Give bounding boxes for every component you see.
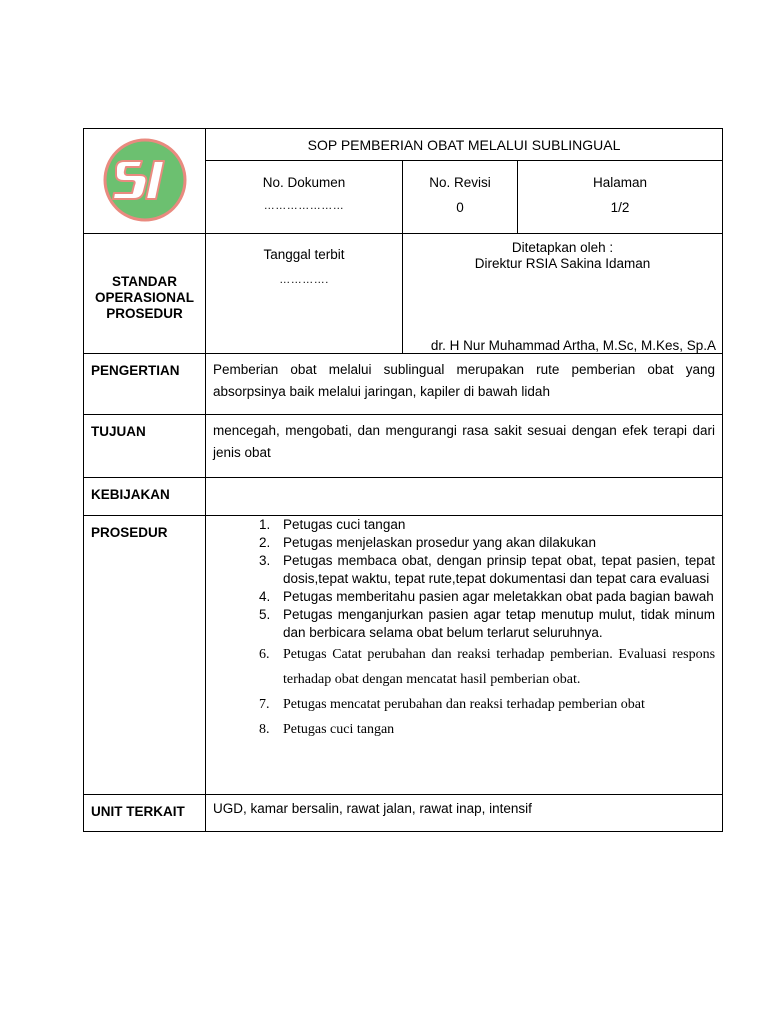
halaman-value: 1/2 <box>610 200 630 215</box>
no-revisi-value: 0 <box>456 200 464 215</box>
ditetapkan-cell <box>403 234 723 354</box>
pengertian-text: Pemberian obat melalui sublingual merupakan rute pemberian obat yang absorpsinya baik melalui jaringan, kapiler di bawah lidah <box>206 354 723 415</box>
unit-terkait-text: UGD, kamar bersalin, rawat jalan, rawat inap, intensif <box>206 795 723 832</box>
standar-line-2: OPERASIONAL <box>94 289 194 305</box>
prosedur-step <box>259 516 715 534</box>
prosedur-step-text: Petugas memberitahu pasien agar meletakkan obat pada bagian bawah <box>283 589 714 604</box>
prosedur-step-number: 1. <box>259 517 271 532</box>
tujuan-label: TUJUAN <box>84 415 206 478</box>
standar-operasional-prosedur <box>84 234 206 354</box>
prosedur-step-number: 3. <box>259 553 271 568</box>
no-dokumen-cell <box>206 161 403 234</box>
prosedur-step-text: Petugas menganjurkan pasien agar tetap menutup mulut, tidak minum dan berbicara selama obat belum terlarut seluruhnya. <box>283 607 716 640</box>
prosedur-step-number: 2. <box>259 535 271 550</box>
sop-document-table <box>83 128 723 832</box>
prosedur-label: PROSEDUR <box>84 516 206 795</box>
ditetapkan-label: Ditetapkan oleh : <box>511 240 614 255</box>
no-revisi-cell <box>403 161 518 234</box>
prosedur-steps-cell <box>206 516 723 795</box>
tujuan-text: mencegah, mengobati, dan mengurangi rasa sakit sesuai dengan efek terapi dari jenis obat <box>206 415 723 478</box>
logo-cell <box>84 129 206 234</box>
prosedur-step <box>259 692 715 717</box>
unit-terkait-label: UNIT TERKAIT <box>84 795 206 832</box>
prosedur-step <box>259 534 715 552</box>
prosedur-step <box>259 642 716 692</box>
hospital-logo <box>102 137 188 223</box>
prosedur-step-text: Petugas cuci tangan <box>283 722 395 737</box>
prosedur-step <box>259 606 716 642</box>
pengertian-label: PENGERTIAN <box>84 354 206 415</box>
kebijakan-label: KEBIJAKAN <box>84 478 206 516</box>
ditetapkan-by: Direktur RSIA Sakina Idaman <box>474 256 651 271</box>
prosedur-step-number: 4. <box>259 589 271 604</box>
no-revisi-label: No. Revisi <box>429 175 491 190</box>
prosedur-step-text: Petugas menjelaskan prosedur yang akan dilakukan <box>283 535 596 550</box>
document-title: SOP PEMBERIAN OBAT MELALUI SUBLINGUAL <box>206 129 723 161</box>
signatory-name: dr. H Nur Muhammad Artha, M.Sc, M.Kes, Sp.A <box>430 338 717 353</box>
standar-line-3: PROSEDUR <box>106 305 183 321</box>
prosedur-step-text: Petugas membaca obat, dengan prinsip tepat obat, tepat pasien, tepat dosis,tepat waktu, tepat rute,tepat dokumentasi dan tepat cara evaluasi <box>283 553 716 586</box>
prosedur-step <box>259 717 715 742</box>
prosedur-step-text: Petugas Catat perubahan dan reaksi terhadap pemberian. Evaluasi respons terhadap obat dengan mencatat hasil pemberian obat. <box>283 647 716 687</box>
prosedur-step-text: Petugas cuci tangan <box>283 517 406 532</box>
prosedur-step-number: 6. <box>259 647 270 662</box>
no-dokumen-value: ………………… <box>263 200 345 212</box>
prosedur-step-number: 8. <box>259 722 270 737</box>
prosedur-step-text: Petugas mencatat perubahan dan reaksi terhadap pemberian obat <box>283 697 645 712</box>
no-dokumen-label: No. Dokumen <box>262 175 346 190</box>
prosedur-step-number: 7. <box>259 697 270 712</box>
tanggal-terbit-label: Tanggal terbit <box>263 247 345 262</box>
standar-line-1: STANDAR <box>112 273 177 289</box>
prosedur-step <box>259 588 715 606</box>
halaman-label: Halaman <box>593 175 648 190</box>
prosedur-step <box>259 552 716 588</box>
prosedur-step-number: 5. <box>259 607 271 622</box>
tanggal-terbit-value: …………. <box>279 274 329 286</box>
tanggal-terbit-cell <box>206 234 403 354</box>
prosedur-steps-list <box>206 516 722 742</box>
halaman-cell <box>518 161 723 234</box>
kebijakan-text <box>206 478 723 516</box>
